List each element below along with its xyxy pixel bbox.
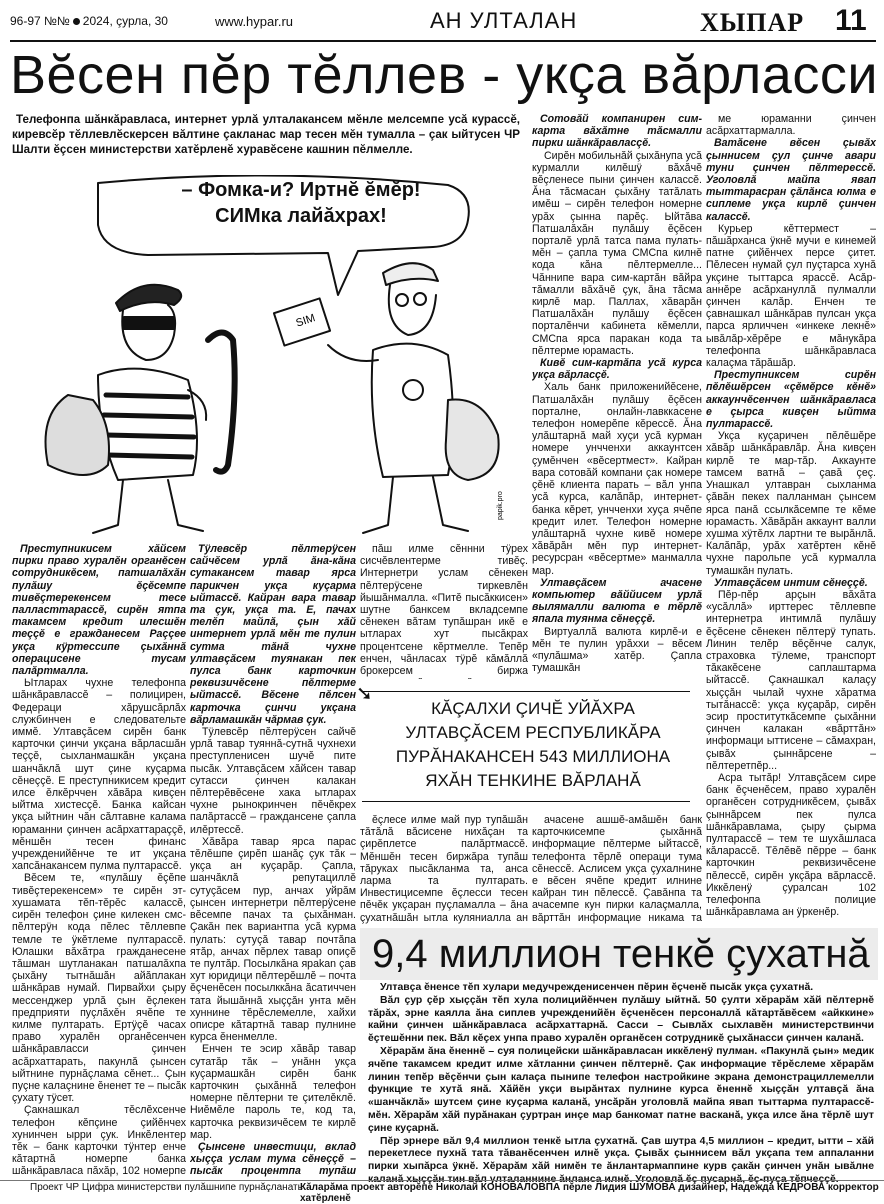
bullet-icon [73,18,80,25]
body-paragraph: ачасене ашшĕ-амăшĕн банк карточкисемпе çыхăннă информацие пĕлтерме ыйтассĕ, телефонта тĕрлĕ операци тума сĕнессĕ. Аслисем укçа çухалнине е вĕсен ячĕпе кредит илнине кайран тин пĕлессĕ. Çавăнпа та ачасемпе кун пирки калаçмалла, вăрттăн информацие никама та [532,814,702,924]
newspaper-name: ХЫПАР [700,8,805,37]
page-footer [0,1180,884,1204]
body-paragraph: Пĕр-пĕр арçын вăхăта «усăллă» ирттерес тĕллевпе интернетра интимлă пулăшу ĕçĕсене сĕнекен пĕлтерÿ тупать. Линин телĕр вĕçĕнче салук, страховка тÿлеме, транспорт тăкакĕсене саплаштарма ыйтассĕ. Çакнашкал калаçу хыççăн чылай чухне хăратма тытăнассĕ: укçа куçарăр, сирĕн эсир проституткăсемпе çыхăнни çинчен калакан «вăрттăн» информаци ыттисене – сăмахран, çывăх çыннăрсене – пĕлтеретпĕр... [706,588,876,772]
crowbar [208,333,235,472]
page-header [0,0,884,40]
subheading-paragraph: Кивĕ сим-картăпа усă курса укçа вăрласçĕ. [532,357,702,382]
side-story-paragraph: Пĕр эрнере вăл 9,4 миллион тенкĕ ытла çухатнă. Çав шутра 4,5 миллион – кредит, ытти – хăй перекетлесе пухнă тата тăванĕсенчен илнĕ укçа. Çывăх çыннисем вăл укçапа тем аппаланни пирки хыпăрса ÿкнĕ. Хĕрарăм хăй нимĕн те ăнлантармаппине курв çакăн çинчен унăн ывăлне [368,1135,874,1173]
body-paragraph: ĕçлесе илме май пур тупăшăн тăтăлă вăсисене нихăçан та çирĕплетсе палăртмассĕ. Мĕншĕн тесен биржăра тупăш тăрукаx пысăкланма та, анса ларма та пултарать. Инвестицисемпе ĕçлесси тесен пĕчĕк укçаран пуçламалла – ăна çухатнăшăн ытла куляниалла ан [360,814,528,924]
body-paragraph: Енчен те эсир хăвăр тавар сутатăр тăк – унăнн укçа куçармашкăн сирĕн банк карточкин çыхăннă телефон номерне пĕлтерни те çителĕклĕ. Ниĕмĕле пароль те, код та, карточка реквизичĕсем те кирлĕ мар. [190,1043,356,1141]
body-paragraph: Халь банк приложенийĕсене, Патшалăхăн пулăшу ĕçĕсен порталне, онлайн-лавккасене телефон номерĕпе кĕрессĕ. Ăна улăштарнă май хуçи усă курман номере унчченхи аккаунтсен çумĕнчен «вĕсертмест». Кайран вара сотовăй компани çак номере çĕнĕ клиента парать – вăл унпа усă курса, калăпăр, интернет-банка кĕрет, унчченхи хуçа ячĕпе кредит илет. Телефон номерне улăштарнă чухне кивĕ номере хăвăрăн мĕн пур интернет-ресурсран «вĕсертме» манмалла мар. [532,381,702,577]
hacker-cap [383,263,438,285]
artist-signature: papik.pro [497,491,504,520]
subheading-paragraph: Преступниксем сирĕн пĕлĕшĕрсен «çĕмĕрсе кĕнĕ» аккаунчĕсенчен шăнкăравласа е çырса кивçен ыйтма пултарассĕ. [706,369,876,431]
footer-project-note: Проект ЧР Цифра министерстви пулăшнипе пурнăçланать [30,1182,303,1193]
body-paragraph: ме юраманни çинчен асăрхаттармалла. [706,113,876,138]
side-story-paragraph: Ултавçа ĕненсе тĕп хулари медучрежденисенчен пĕрин ĕçченĕ пысăк укçа çухатнă. [380,982,814,993]
lead-text: Телефонпа шăнкăравласа, интернет урлă улталакансем мĕнле мелсемпе усă курассĕ, киревсĕр тĕллевлĕскерсен вăлтине çакланас мар тесен мĕн тумалла – çак ыйтусен ЧР Шалти ĕçсен министерстви хатĕрленĕ хуравĕсене кашнин пĕлмелле. [12,113,520,156]
subheading-paragraph: Преступникисем хăйсем пирки право хуралĕн органĕсен сотрудникĕсем, патшалăхăн пулăшу ĕçĕсемпе тивĕçтерекенсем тесе палласттарассĕ, сирĕн ятпа такамсем кредит илесшĕн теççĕ е гражданесем Раççее укçа кÿртессипе çыхăннă операцисене тусам палăртмалла. [12,543,186,678]
speech-line-2: СИМка лайăхрах! [215,205,387,227]
article-column-3-top [360,543,528,679]
at-sign-icon [403,380,423,400]
speech-text [146,177,456,229]
subheading-paragraph: Ултавçăсем интим сĕнеççĕ. [714,576,868,589]
side-story-paragraph: Хĕрарăм ăна ĕненнĕ – суя полицейски шăнкăравласан иккĕленÿ пулман. «Пакунлă çын» медик ячĕпе такамсем кредит илме хăтланни çинчен пĕлтернĕ. Çак информацие тĕрĕслеме хĕрарăм линин тепĕр вĕçĕнчи çын калаçа пынипе телефон настройкине экрана демонстрациллемелли функцие те хутă янă. Хăйĕн укçи вырăнтах пулнине курса ĕненнĕ хыççăн ултавçă ăна «шанчăклă» шутсем çине куçарма каланă, унсăрăн уголовлă майпа явап тыттарма пултарассĕ-мĕн. Хĕрарăм хăй пурăнакан çуртран инçе мар банкомат патне васканă, укçа илсе ăна тĕрлĕ шут çине куçарнă. [368,1045,874,1134]
body-paragraph: Сирĕн мобильнăй çыхăнупа усă курмалли килĕшÿ вăхăчĕ вĕçленесе пыни çинчен калассĕ. Ăна тăсмасан çыхăну татăлать имĕш – сирĕн телефон номерне урăх çынна парĕç. Ыйтăва Патшалăхăн пулăшу ĕçĕсен порталĕ урлă татса пама пулать-мĕн – çапла тума СМСпа килнĕ кода кăна пĕлтермелле... Чăннипе вара сим-картăн вăйра тăмалли вăхăчĕ çук, ăна тăсма кирлĕ мар. Паллах, хăварăн Патшалăхăн пулăшу ĕçĕсен порталĕнчи кабинета кĕмелли, СМСпа ярса паракан кода та пĕлтерме юрамасть. [532,149,702,357]
subheading-paragraph: Сотовăй компанирен сим-карта вăхăтне тăсмалли пирки шăнкăравласçĕ. [532,113,702,150]
subheading-paragraph: Ватăсене вĕсен çывăх çыннисем çул çинче авари туни çинчен пĕлтерессĕ. Уголовлă майпа явап тыттарасран çăлăнса юлма е сиплеме укçа кирлĕ çинчен калассĕ. [706,137,876,223]
article-column-4-top [532,113,702,679]
body-paragraph: Вĕсем те, «пулăшу ĕçĕпе тивĕçтерекенсем» те сирĕн эт-хушамата тĕп-тĕрĕс калассĕ, сирĕн телефон çине килекен смс-пĕлтерÿн кода пĕлес тĕллевпе темле те ÿкĕтлеме пултарассĕ. Юлашки вăхăтра гражданесене тăшман шутланакан патшалăхпа çыхăну тытнăшăн айăплакан шăнкăрав нумай. Пирвайхи çыру мессенджер урлă çын ĕçлекен предприяти пуçлăхĕн ячĕпе те килме пултарать. Ертÿçĕ часах право хуралĕн органĕсенчен шăнкăравласси çинчен асăрхаттарать, пакунлă çынсен ыйтнине пурнăçлама сĕнет... Çын пуçне калаçнине ĕненет те – пысăк çухату тÿсет. [12,872,186,1105]
article-column-4-bottom [532,814,702,924]
side-story-header [360,928,878,980]
rubric-title: АН УЛТАЛАН [430,8,578,33]
footer-credits: Кăларăма проект авторĕпе Николай КОНОВАЛОВПА пĕрле Лидия ШУМОВА дизайнер, Надежда КЕДРОВА корректор хатĕрленĕ [300,1182,879,1204]
thief-body [98,369,197,480]
hacker-head [389,285,436,335]
thief-leg-l [93,480,123,533]
lead-paragraph [12,112,520,157]
hacker-glasses-r [414,293,426,305]
callout-bottom-rule [362,801,690,802]
sim-card-label: SIM [294,312,317,330]
money-bag [446,399,499,480]
issue-date: 2024, çурла, 30 [82,14,168,28]
thief-leg-r [168,480,203,531]
article-column-1 [12,543,186,1179]
subheading-paragraph: Çынсене инвестици, вклад хыççа услам тума сĕнеççĕ – пысăк процентпа тупăш [190,1140,356,1178]
hacker-leg-l [363,477,393,533]
callout-top-rule [362,691,690,692]
subheading-paragraph: Тÿлевсĕр пĕлтерÿсен сайчĕсем урлă ăна-кăна сутакансем тавар ярса парикчен укçа куçарма ыйтассĕ. Кайран вара тавар та çук, укçа та. Е, пачах телĕп майлă, çын хăй интернет урлă мĕн те пулин сутма тăнă чухне ултавçăсем туянакан пек пулса банк карточкин реквизичĕсене пĕлтерме ыйтассĕ. Вĕсене пĕлсен карточка çинчи укçана вăрламашкăн чăрмав çук. [190,543,356,726]
callout-text: КĂÇАЛХИ ÇИЧĔ УЙĂХРА УЛТАВÇĂСЕМ РЕСПУБЛИКĂРА ПУРĂНАКАНСЕН 543 МИЛЛИОНА ЯХĂН ТЕНКИНЕ ВĂРЛАНĂ [395,699,671,790]
body-paragraph: пăш илме сĕннни тÿрех сисчĕвлентерме тивĕç. Интернетри услам сĕнекен пĕлтерÿсене тиркевлĕн йышăнмалла. «Питĕ пысăккисен» шутне банксем вкладсемпе сĕнекен вăтам тупăшран икĕ е ытларах хут пысăкрах процентсене кĕртмелле. Тепĕр енчен, чăнласах тÿрĕ кăмăллă брокерсем биржа [360,543,528,678]
body-paragraph: Ытларах чухне телефонпа шăнкăравлассĕ – полицирен, Федераци хăрушсăрлăх службинчен е следовательте иммĕ. Ултавçăсем сирĕн банк карточки çинчи укçана вăрласшăн теççĕ, сыхланмашкăн укçана шанчăклă шут çине куçарма сĕнеççĕ. Е преступникисем кредит илсе ĕлкĕрччен хăвăра кивçен ыйтма хистесçĕ. Банка кайсан укçа ыйтнин чăн сăлтавне калама юраманни çинчен асăрхаттараççĕ, мĕншĕн тесен финанс учрежденийĕнче те ит укçана хапсăнакансем пулма пултарассĕ. [12,677,186,873]
page-number: 11 [835,4,867,37]
side-story-body [368,982,874,1187]
article-column-5 [706,113,876,923]
main-headline: Вĕсен пĕр тĕллев - укçа вăрласси [10,45,878,105]
hacker-leg-r [433,477,468,531]
website-link[interactable]: www.hypar.ru [215,14,294,29]
cartoon-drawing [28,175,516,540]
hacker-arm [328,345,378,361]
thief-mask [124,317,174,329]
body-paragraph: Виртуаллă валюта кирлĕ-и е мĕн те пулин урăххи – вĕсем «пулăшма» хатĕр. Çапла тумашкăн [532,625,702,675]
article-column-2 [190,543,356,1179]
side-story-paragraph: Вăл çур çĕр хыççăн тĕп хула полицийĕнчен пулăшу ыйтнă. 50 çулти хĕрарăм хăй пĕлтернĕ тăрăх, эрне каялла ăна сиплев учрежденийĕн ĕçченĕсен персоналлă кăтартăвĕсем «айккине» кайни çинчен шăнкăравласа асăрхаттарнă. Сасси – Сывлăх сыхлавĕн министерствинчи ĕçтешĕнни пек. Вăл кĕçех унпа право хуралĕн органĕсен сотрудникĕ çыхăнасси çинчен каланă. [368,994,874,1045]
arrow-icon: ➘ [356,683,373,705]
article-column-3-bottom [360,814,528,924]
thief-head [122,305,175,360]
body-paragraph: Асра тытăр! Ултавçăсем сире банк ĕçченĕсем, право хуралĕн органĕсен сотрудникĕсем, çывăх çыннăрсем пек пулса шăнкăравлама, çыру çырма пултарассĕ – тем те шухăшласа кăларассĕ. Тĕлĕвĕ пĕрре – банк карточкин реквизичĕсене пĕлессĕ, сирĕн укçăра вăрлассĕ. Иккĕленÿ çуралсан 102 телефонпа полицие шăнкăравлама ан ÿркенĕр. [706,771,876,919]
subheading-paragraph: Ултавçăсем ачасене компьютер вăййисем урлă вылямалли валюта е тĕрлĕ япала туянма сĕнеççĕ. [532,576,702,626]
body-paragraph: Хăвăра тавар ярса парас тĕлĕшпе çирĕп шанăç çук тăк – укçа ан куçарăр. Çапла, шанчăклă репутациллĕ сутуçăсем пур, анчах уйрăм çынсен интернетри пĕлтерÿсене вĕсемпе пачах та çыхăнман. Çакăн пек вариантпа усă курма пулать: сутуçă тавар почтăпа ятăр, анчах пĕрлех тавар опиçĕ те пултăр. Посылкăна ярakan çав хут юридици пĕлтерĕшлĕ – почта ĕçченĕсен посылккăна ăсатиччен тата йышăннă хыççăн унта мĕн хуннине тĕрĕслемелле, хайхи описре кăтартнă тавар пулнине курса ĕненмелле. [190,835,356,1044]
body-paragraph: Курьер кĕттермест – пăшăрханса ÿкнĕ мучи е кинемей патне çийĕнчех персе çитет. Пĕлесен нумай çул пуçтарса хунă укçине тыттарса ярассĕ. Асăр-аннĕре асăрхануллă пулмалли çинчен калăр. Енчен те çавнашкал шăнкăрав пулсан укçа парса ярличчен «инкеке лекнĕ» ывăлăр-хĕрĕре е мăнукăра телефонпа шăнкăравласа калаçма тăрăшăр. [706,222,876,370]
statistic-callout [356,683,690,813]
hacker-body [372,344,453,477]
body-paragraph: Çакнашкал тĕслĕхсенче телефон кĕпçине çийĕнчех хунинчен ырри çук. Инкĕлентер тĕк – банк карточки тÿнтер енче кăтартнă номерпе банка шăнкăравласа пăхăр, 102 номерпе [12,1104,186,1178]
thief-stripes [104,395,194,457]
side-story-title: 9,4 миллион тенкĕ çухатнă [372,932,870,976]
body-paragraph: Тÿлевсĕр пĕлтерÿсен сайчĕ урлă тавар туяннă-сутнă чухнехи преступленисен шучĕ пите пысăк. Ултавçăсем хăйсен тавар сутасси çинчен калакан пĕлтерĕвĕсене хака ытларах чухне рынокринчен пĕчĕкрех палăртассĕ – граждансене çапла илĕртессĕ. [190,726,356,836]
footer-rule [0,1180,884,1181]
issue-number: 96-97 №№ [10,14,70,28]
hacker-glasses-l [396,294,408,306]
body-paragraph: Укçа куçаричен пĕлĕшĕре хăвăр шăнкăравлăр. Ăна кивçен кирлĕ те мар-тăр. Аккаунте тамсем ватнă – çавă çеç. Унашкал ултавран сыхланма çăвăн пекех палланман çынсем ярса панă ссылкăсемпе те кĕме юрамасть. Хăвăрăн аккаунт валли хушма хÿтĕлх лартни те вырăнлă. Калăпăр, урăх хатĕртен кĕнĕ чухне парольпе усă курмалла тумашкăн пулать. [706,430,876,577]
header-rule [10,40,876,42]
speech-line-1: – Фомка-и? Иртнĕ ĕмĕр! [181,179,421,201]
cartoon-illustration [28,175,516,540]
issue-line [10,14,168,28]
